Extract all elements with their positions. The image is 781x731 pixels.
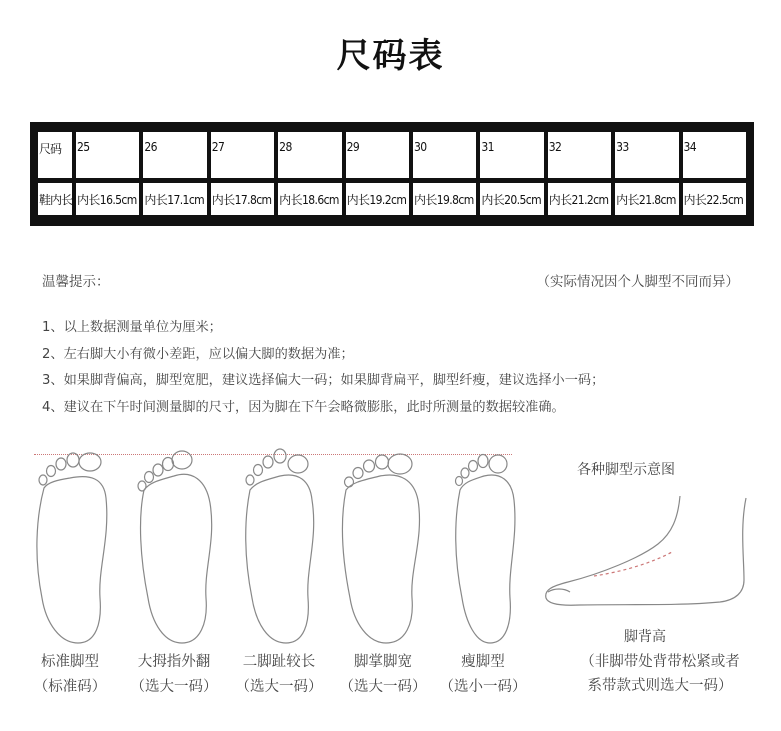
instep-note-line: （非脚带处背带松紧或者 [580,654,740,670]
size-chart-table [30,122,754,226]
foot-long-second-toe-illustration [238,448,328,648]
tip-item: 4、建议在下午时间测量脚的尺寸，因为脚在下午会略微膨胀，此时所测量的数据较准确。 [42,399,565,415]
size-cell: 32 [548,132,611,178]
foot-type-advice: （选大一码） [339,679,427,695]
foot-type-name: 标准脚型 [41,654,99,670]
size-row [38,132,746,178]
tips-label: 温馨提示： [42,274,110,290]
foot-wide-illustration [338,448,428,648]
tip-item: 3、如果脚背偏高，脚型宽肥，建议选择偏大一码；如果脚背扁平，脚型纤瘦，建议选择小一码； [42,373,605,388]
size-cell: 30 [413,132,476,178]
inner-length-cell: 内长17.8cm [211,183,274,215]
size-cell: 31 [480,132,543,178]
instep-height-note [565,650,755,698]
size-cell: 28 [278,132,341,178]
foot-type-caption [119,650,229,696]
page-title: 尺码表 [336,36,445,76]
foot-type-advice: （标准码） [33,679,107,695]
inner-length-cell: 内长22.5cm [683,183,746,215]
foot-type-name: 脚掌脚宽 [354,654,412,670]
foot-type-caption [328,650,438,696]
inner-length-cell: 内长17.1cm [143,183,206,215]
diagram-title: 各种脚型示意图 [577,462,675,478]
inner-length-cell: 内长18.6cm [278,183,341,215]
foot-type-advice: （选大一码） [235,679,323,695]
size-cell: 34 [683,132,746,178]
tips-note: （实际情况因个人脚型不同而异） [536,274,739,290]
inner-length-cell: 内长21.2cm [548,183,611,215]
foot-side-view-illustration [540,488,755,608]
instep-height-label: 脚背高 [624,629,666,645]
inner-length-cell: 内长20.5cm [480,183,543,215]
tip-item: 2、左右脚大小有微小差距，应以偏大脚的数据为准； [42,346,354,362]
inner-length-row-header: 鞋内长 [38,183,72,215]
inner-length-cell: 内长21.8cm [615,183,678,215]
tip-item: 1、以上数据测量单位为厘米； [42,320,222,335]
foot-standard-illustration [30,448,120,648]
foot-type-name: 大拇指外翻 [137,654,211,670]
instep-note-line: 系带款式则选大一码） [587,678,733,694]
foot-hallux-valgus-illustration [134,448,224,648]
size-cell: 27 [211,132,274,178]
foot-type-caption [224,650,334,696]
size-cell: 25 [76,132,139,178]
size-cell: 33 [615,132,678,178]
inner-length-row [38,183,746,215]
foot-slim-illustration [444,448,534,648]
inner-length-cell: 内长19.2cm [346,183,409,215]
foot-type-caption [428,650,538,696]
size-row-header: 尺码 [38,132,72,178]
foot-type-caption [15,650,125,696]
inner-length-cell: 内长19.8cm [413,183,476,215]
size-cell: 26 [143,132,206,178]
foot-type-advice: （选大一码） [130,679,218,695]
foot-type-name: 二脚趾较长 [242,654,316,670]
foot-type-advice: （选小一码） [439,679,527,695]
inner-length-cell: 内长16.5cm [76,183,139,215]
foot-type-name: 瘦脚型 [461,654,505,670]
size-cell: 29 [346,132,409,178]
tips-list [42,318,604,424]
